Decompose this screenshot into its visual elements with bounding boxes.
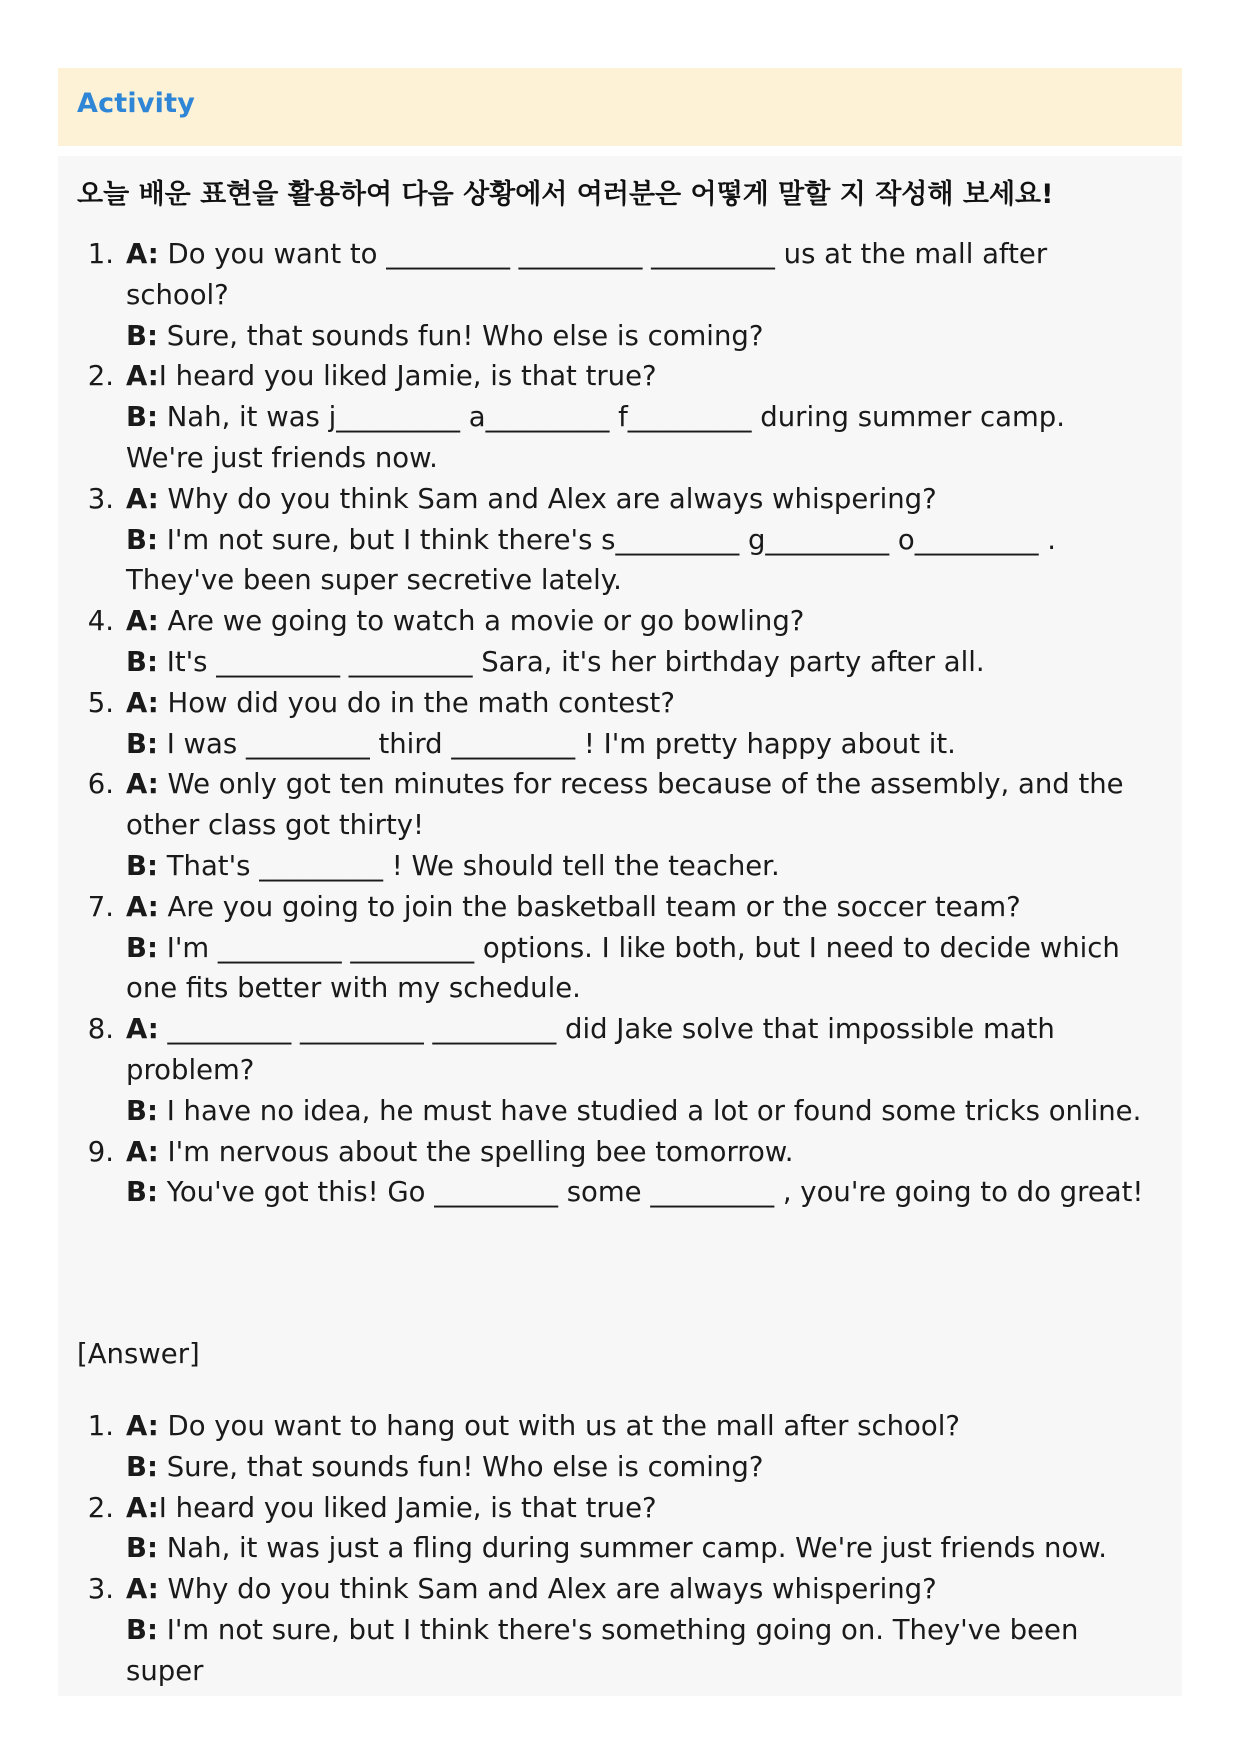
- speaker-b-line: [126, 1091, 1148, 1132]
- activity-title: Activity: [77, 88, 196, 119]
- question-item: [126, 601, 1148, 683]
- speaker-a-line: [126, 1569, 1148, 1610]
- question-list: [58, 234, 1148, 1213]
- speaker-b-line: [126, 1528, 1148, 1569]
- speaker-a-label: A:: [126, 686, 159, 719]
- question-item: [126, 683, 1148, 765]
- speaker-a-text: I heard you liked Jamie, is that true?: [158, 1491, 657, 1524]
- activity-card: [58, 156, 1182, 1696]
- answer-item: [126, 1569, 1148, 1691]
- speaker-a-label: A:: [126, 1491, 159, 1524]
- speaker-a-line: [126, 887, 1148, 928]
- speaker-b-text: Nah, it was j_________ a_________ f_________ during summer camp. We're just friends now.: [126, 401, 1065, 474]
- speaker-b-label: B:: [126, 1532, 158, 1565]
- speaker-b-label: B:: [126, 523, 158, 556]
- speaker-a-text: Do you want to hang out with us at the mall after school?: [158, 1410, 960, 1442]
- speaker-a-label: A:: [126, 1410, 159, 1442]
- speaker-b-text: I'm not sure, but I think there's something going on. They've been super: [126, 1613, 1079, 1687]
- speaker-b-label: B:: [126, 931, 158, 964]
- question-item: [126, 1132, 1148, 1214]
- speaker-a-text: I heard you liked Jamie, is that true?: [158, 360, 657, 393]
- speaker-b-label: B:: [126, 645, 158, 678]
- speaker-b-label: B:: [126, 319, 158, 352]
- speaker-a-label: A:: [126, 238, 159, 270]
- speaker-a-line: [126, 1488, 1148, 1529]
- speaker-b-line: [126, 846, 1148, 887]
- speaker-a-label: A:: [126, 1135, 159, 1168]
- speaker-b-text: It's _________ _________ Sara, it's her birthday party after all.: [157, 645, 985, 678]
- speaker-a-text: We only got ten minutes for recess because of the assembly, and the other class got thirty!: [126, 768, 1124, 842]
- speaker-b-line: [126, 1610, 1148, 1692]
- speaker-a-text: I'm nervous about the spelling bee tomorrow.: [158, 1135, 794, 1168]
- speaker-a-label: A:: [126, 360, 159, 393]
- speaker-a-line: [126, 683, 1148, 724]
- speaker-b-text: Sure, that sounds fun! Who else is coming?: [157, 319, 764, 352]
- speaker-b-line: [126, 1447, 1148, 1488]
- speaker-b-label: B:: [126, 1450, 158, 1483]
- speaker-a-line: [126, 234, 1148, 316]
- speaker-b-line: [126, 520, 1148, 602]
- speaker-a-text: Are you going to join the basketball team or the soccer team?: [158, 890, 1021, 923]
- speaker-a-label: A:: [126, 605, 159, 638]
- speaker-b-text: Sure, that sounds fun! Who else is coming?: [157, 1450, 764, 1483]
- speaker-a-text: Do you want to _________ _________ _________ us at the mall after school?: [126, 238, 1048, 311]
- speaker-a-label: A:: [126, 768, 159, 801]
- speaker-b-line: [126, 928, 1148, 1010]
- speaker-a-text: Why do you think Sam and Alex are always whispering?: [158, 482, 937, 515]
- speaker-a-line: [126, 1009, 1148, 1091]
- question-item: [126, 1009, 1148, 1131]
- speaker-a-line: [126, 1406, 1148, 1447]
- speaker-a-text: Why do you think Sam and Alex are always whispering?: [158, 1573, 937, 1606]
- speaker-b-label: B:: [126, 727, 158, 760]
- answer-item: [126, 1406, 1148, 1488]
- speaker-b-label: B:: [126, 401, 158, 434]
- question-item: [126, 887, 1148, 1009]
- speaker-b-line: [126, 724, 1148, 765]
- speaker-a-label: A:: [126, 1573, 159, 1606]
- speaker-a-label: A:: [126, 1013, 159, 1046]
- speaker-b-line: [126, 1172, 1148, 1213]
- speaker-a-label: A:: [126, 890, 159, 923]
- speaker-a-text: How did you do in the math contest?: [158, 686, 675, 719]
- activity-header: [58, 68, 1182, 146]
- speaker-b-label: B:: [126, 1176, 158, 1209]
- question-item: [126, 479, 1148, 601]
- answer-list: [58, 1406, 1148, 1692]
- instruction-text: 오늘 배운 표현을 활용하여 다음 상황에서 여러분은 어떻게 말할 지 작성해 보세요!: [77, 179, 1054, 210]
- speaker-b-label: B:: [126, 849, 158, 882]
- speaker-a-line: [126, 479, 1148, 520]
- speaker-b-label: B:: [126, 1094, 158, 1127]
- speaker-a-line: [126, 356, 1148, 397]
- question-item: [126, 234, 1148, 356]
- speaker-b-line: [126, 316, 1148, 357]
- answer-item: [126, 1488, 1148, 1570]
- speaker-a-line: [126, 601, 1148, 642]
- question-item: [126, 356, 1148, 478]
- speaker-b-text: That's _________ ! We should tell the teacher.: [157, 849, 780, 882]
- question-item: [126, 764, 1148, 886]
- speaker-b-line: [126, 397, 1148, 479]
- speaker-b-text: Nah, it was just a fling during summer camp. We're just friends now.: [157, 1532, 1107, 1565]
- speaker-b-text: I was _________ third _________ ! I'm pretty happy about it.: [157, 727, 956, 760]
- speaker-b-text: I have no idea, he must have studied a lot or found some tricks online.: [157, 1094, 1142, 1127]
- speaker-b-text: I'm _________ _________ options. I like both, but I need to decide which one fits better with my schedule.: [126, 931, 1120, 1005]
- speaker-a-line: [126, 1132, 1148, 1173]
- speaker-a-text: _________ _________ _________ did Jake solve that impossible math problem?: [126, 1013, 1055, 1086]
- speaker-b-label: B:: [126, 1613, 158, 1646]
- answer-heading: [Answer]: [77, 1338, 200, 1370]
- speaker-a-label: A:: [126, 482, 159, 515]
- speaker-a-text: Are we going to watch a movie or go bowling?: [158, 605, 805, 638]
- speaker-a-line: [126, 764, 1148, 846]
- speaker-b-text: I'm not sure, but I think there's s_________ g_________ o_________ . They've been super secretive lately.: [126, 523, 1056, 597]
- speaker-b-text: You've got this! Go _________ some _________ , you're going to do great!: [157, 1176, 1144, 1209]
- speaker-b-line: [126, 642, 1148, 683]
